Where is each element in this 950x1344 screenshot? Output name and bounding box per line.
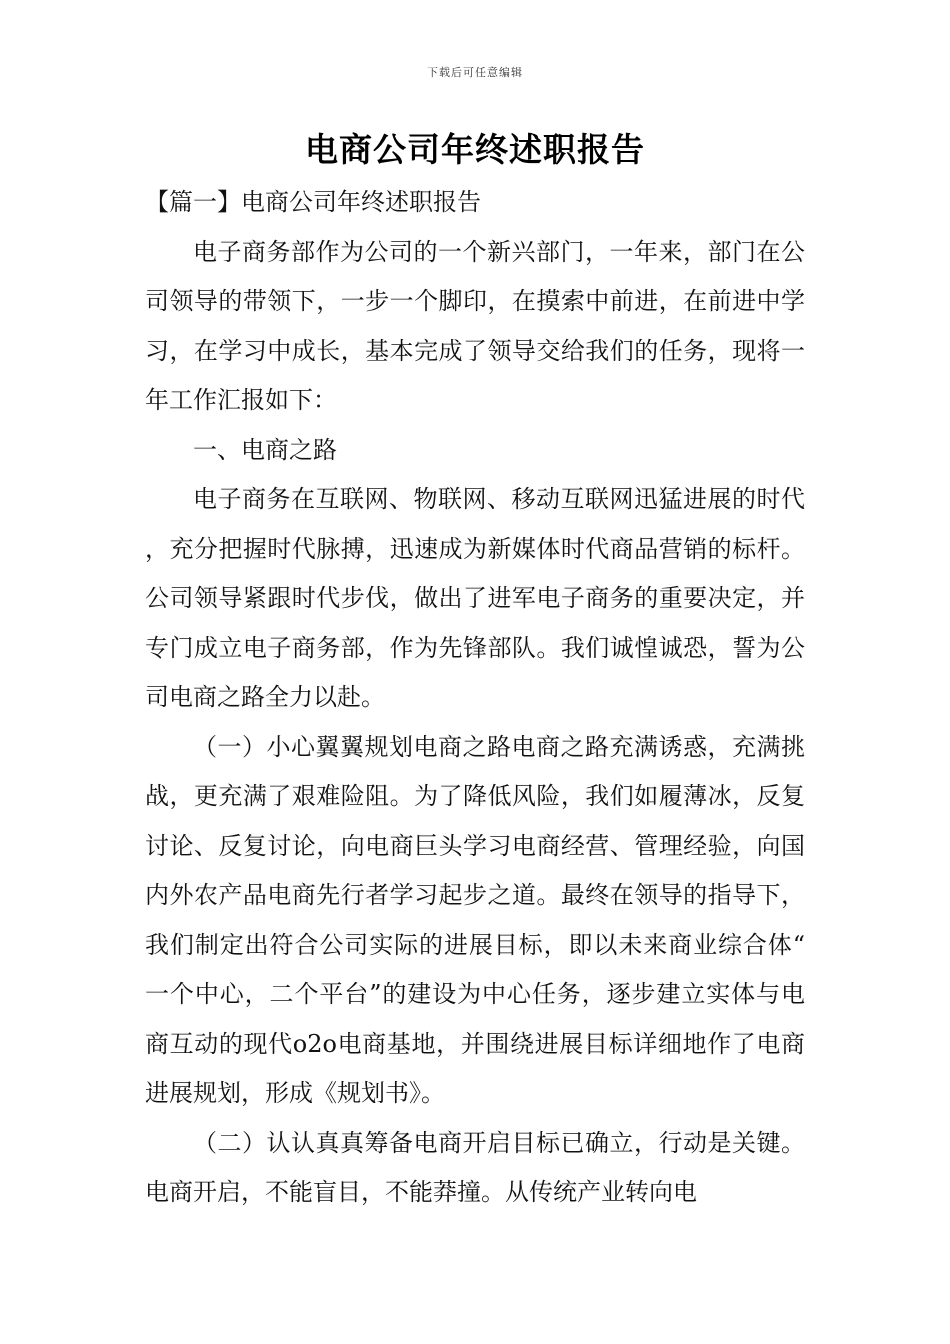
header-note: 下载后可任意编辑 (427, 66, 523, 79)
paragraph-intro: 电子商务部作为公司的一个新兴部门，一年来，部门在公司领导的带领下，一步一个脚印，在摸索中前进，在前进中学习，在学习中成长，基本完成了领导交给我们的任务，现将一年工作汇报如下： (145, 237, 805, 414)
paragraph-planning: （一）小心翼翼规划电商之路电商之路充满诱惑，充满挑战，更充满了艰难险阻。为了降低风险，我们如履薄冰，反复讨论、反复讨论，向电商巨头学习电商经营、管理经验，向国内外农产品电商先行者学习起步之道。最终在领导的指导下，我们制定出符合公司实际的进展目标，即以未来商业综合体“一个中心，二个平台”的建设为中心任务，逐步建立实体与电商互动的现代o2o电商基地，并围绕进展目标详细地作了电商进展规划，形成《规划书》。 (145, 732, 805, 1107)
section-heading: 【篇一】电商公司年终述职报告 (145, 188, 481, 216)
paragraph-ecommerce-era: 电子商务在互联网、物联网、移动互联网迅猛进展的时代，充分把握时代脉搏，迅速成为新媒体时代商品营销的标杆。公司领导紧跟时代步伐，做出了进军电子商务的重要决定，并专门成立电子商务部，作为先锋部队。我们诚惶诚恐，誓为公司电商之路全力以赴。 (145, 485, 805, 711)
paragraph-preparation: （二）认认真真筹备电商开启目标已确立，行动是关键。电商开启，不能盲目，不能莽撞。从传统产业转向电 (145, 1128, 805, 1206)
document-title: 电商公司年终述职报告 (305, 130, 645, 169)
subheading-ecommerce-road: 一、电商之路 (193, 435, 337, 464)
document-body (145, 178, 805, 1218)
